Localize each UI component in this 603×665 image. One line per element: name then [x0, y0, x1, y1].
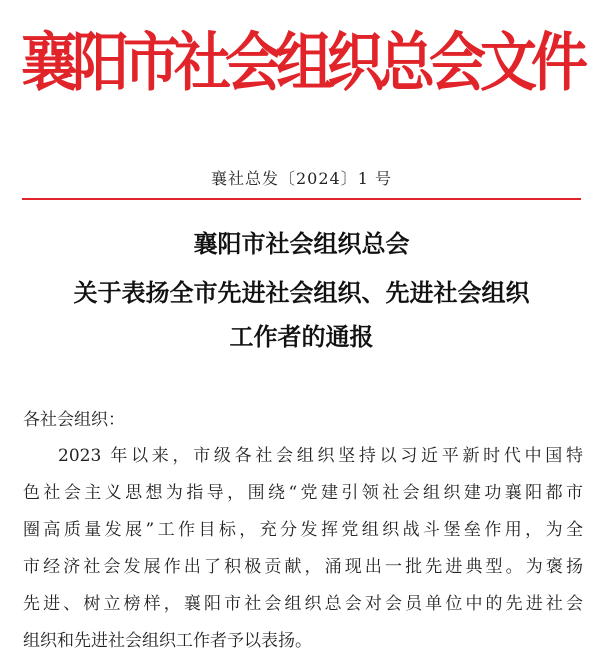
body-line-5: 先进、树立榜样，襄阳市社会组织总会对会员单位中的先进社会 — [23, 594, 583, 614]
body-line-1: 2023 年以来，市级各社会组织坚持以习近平新时代中国特 — [58, 446, 583, 466]
title-line-1: 襄阳市社会组织总会 — [193, 229, 410, 258]
red-divider-line — [22, 198, 581, 200]
document-number: 襄社总发〔2024〕1 号 — [211, 169, 392, 188]
body-line-3: 圈高质量发展”工作目标，充分发挥党组织战斗堡垒作用，为全 — [23, 520, 583, 540]
body-line-4: 市经济社会发展作出了积极贡献，涌现出一批先进典型。为褒扬 — [23, 557, 583, 577]
title-line-2: 关于表扬全市先进社会组织、先进社会组织 — [73, 278, 530, 307]
salutation: 各社会组织： — [23, 410, 125, 430]
body-line-2: 色社会主义思想为指导，围绕“党建引领社会组织建功襄阳都市 — [23, 483, 583, 503]
body-line-6: 组织和先进社会组织工作者予以表扬。 — [23, 631, 312, 651]
title-line-3: 工作者的通报 — [229, 322, 374, 351]
document-masthead: 襄阳市社会组织总会文件 — [21, 25, 582, 101]
